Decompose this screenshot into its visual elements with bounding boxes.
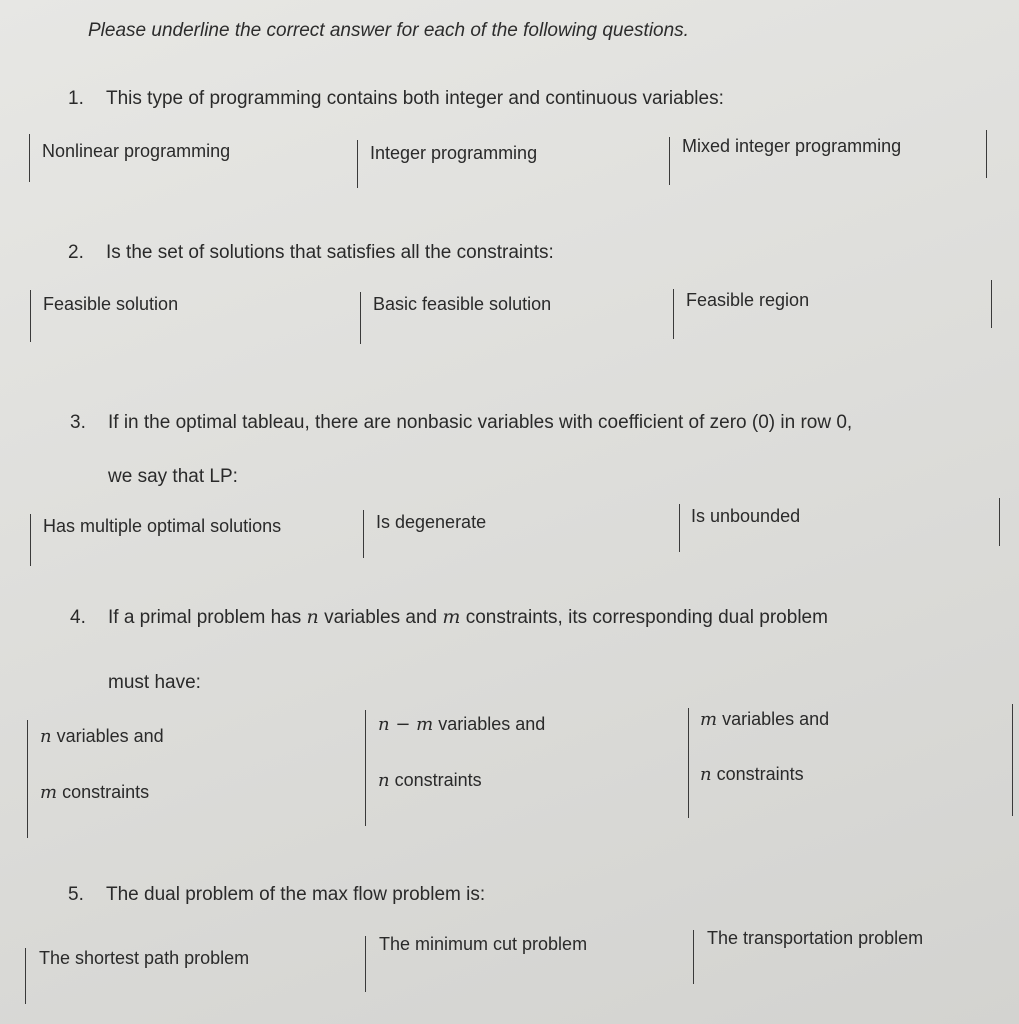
option-3b[interactable]: Is degenerate bbox=[376, 512, 487, 532]
question-text: The dual problem of the max flow problem is: bbox=[106, 884, 486, 905]
question-number: 2. bbox=[68, 242, 84, 263]
option-5b[interactable]: The minimum cut problem bbox=[379, 934, 588, 954]
option-1c[interactable]: Mixed integer programming bbox=[682, 136, 902, 156]
option-text: constraints bbox=[394, 770, 482, 790]
option-divider bbox=[365, 710, 366, 826]
option-divider bbox=[30, 514, 31, 566]
question-text-a: If a primal problem has bbox=[108, 607, 302, 628]
option-divider bbox=[669, 137, 670, 185]
option-4c-line2[interactable] bbox=[700, 764, 804, 785]
question-4-continuation: must have: bbox=[108, 672, 201, 693]
variable: n − m bbox=[378, 714, 434, 735]
option-3a[interactable]: Has multiple optimal solutions bbox=[43, 516, 282, 536]
variable: m bbox=[40, 782, 58, 803]
option-divider bbox=[1012, 704, 1013, 816]
instructions: Please underline the correct answer for each of the following questions. bbox=[88, 20, 689, 41]
option-divider bbox=[30, 290, 31, 342]
option-text: variables and bbox=[56, 726, 164, 746]
option-3c[interactable]: Is unbounded bbox=[691, 506, 801, 526]
question-text-c: constraints, its corresponding dual problem bbox=[465, 607, 828, 628]
option-text: constraints bbox=[716, 764, 804, 784]
option-1b[interactable]: Integer programming bbox=[370, 143, 538, 163]
option-1a[interactable]: Nonlinear programming bbox=[42, 141, 231, 161]
question-text: If in the optimal tableau, there are nonbasic variables with coefficient of zero (0) in row 0, bbox=[108, 412, 853, 433]
option-divider bbox=[25, 948, 26, 1004]
question-5 bbox=[68, 884, 485, 906]
option-divider bbox=[363, 510, 364, 558]
question-text: Is the set of solutions that satisfies all the constraints: bbox=[106, 242, 554, 263]
option-4c-line1[interactable] bbox=[700, 709, 829, 730]
question-number: 4. bbox=[70, 607, 86, 628]
option-text: variables and bbox=[438, 714, 546, 734]
variable: m bbox=[700, 709, 718, 730]
question-2 bbox=[68, 242, 554, 264]
option-4b-line1[interactable] bbox=[378, 714, 545, 735]
variable-m: m bbox=[442, 606, 461, 628]
option-2c[interactable]: Feasible region bbox=[686, 290, 810, 310]
option-divider bbox=[360, 292, 361, 344]
option-text: variables and bbox=[722, 709, 830, 729]
option-divider bbox=[693, 930, 694, 984]
option-5a[interactable]: The shortest path problem bbox=[39, 948, 250, 968]
question-number: 5. bbox=[68, 884, 84, 905]
variable: n bbox=[700, 764, 712, 785]
option-divider bbox=[29, 134, 30, 182]
option-4a-line2[interactable] bbox=[40, 782, 149, 803]
option-4a-line1[interactable] bbox=[40, 726, 164, 747]
variable: n bbox=[378, 770, 390, 791]
question-4 bbox=[70, 606, 828, 629]
option-2a[interactable]: Feasible solution bbox=[43, 294, 179, 314]
question-1 bbox=[68, 88, 724, 110]
option-divider bbox=[991, 280, 992, 328]
option-text: constraints bbox=[62, 782, 150, 802]
variable-n: n bbox=[306, 606, 319, 628]
question-text: This type of programming contains both integer and continuous variables: bbox=[106, 88, 724, 109]
option-divider bbox=[999, 498, 1000, 546]
question-3-continuation: we say that LP: bbox=[108, 466, 238, 487]
question-number: 3. bbox=[70, 412, 86, 433]
option-divider bbox=[357, 140, 358, 188]
option-divider bbox=[673, 289, 674, 339]
option-divider bbox=[986, 130, 987, 178]
question-text-b: variables and bbox=[324, 607, 438, 628]
variable: n bbox=[40, 726, 52, 747]
option-divider bbox=[365, 936, 366, 992]
option-4b-line2[interactable] bbox=[378, 770, 482, 791]
option-divider bbox=[688, 708, 689, 818]
question-number: 1. bbox=[68, 88, 84, 109]
option-2b[interactable]: Basic feasible solution bbox=[373, 294, 552, 314]
option-divider bbox=[27, 720, 28, 838]
option-5c[interactable]: The transportation problem bbox=[707, 928, 924, 948]
option-divider bbox=[679, 504, 680, 552]
question-3 bbox=[70, 412, 852, 434]
